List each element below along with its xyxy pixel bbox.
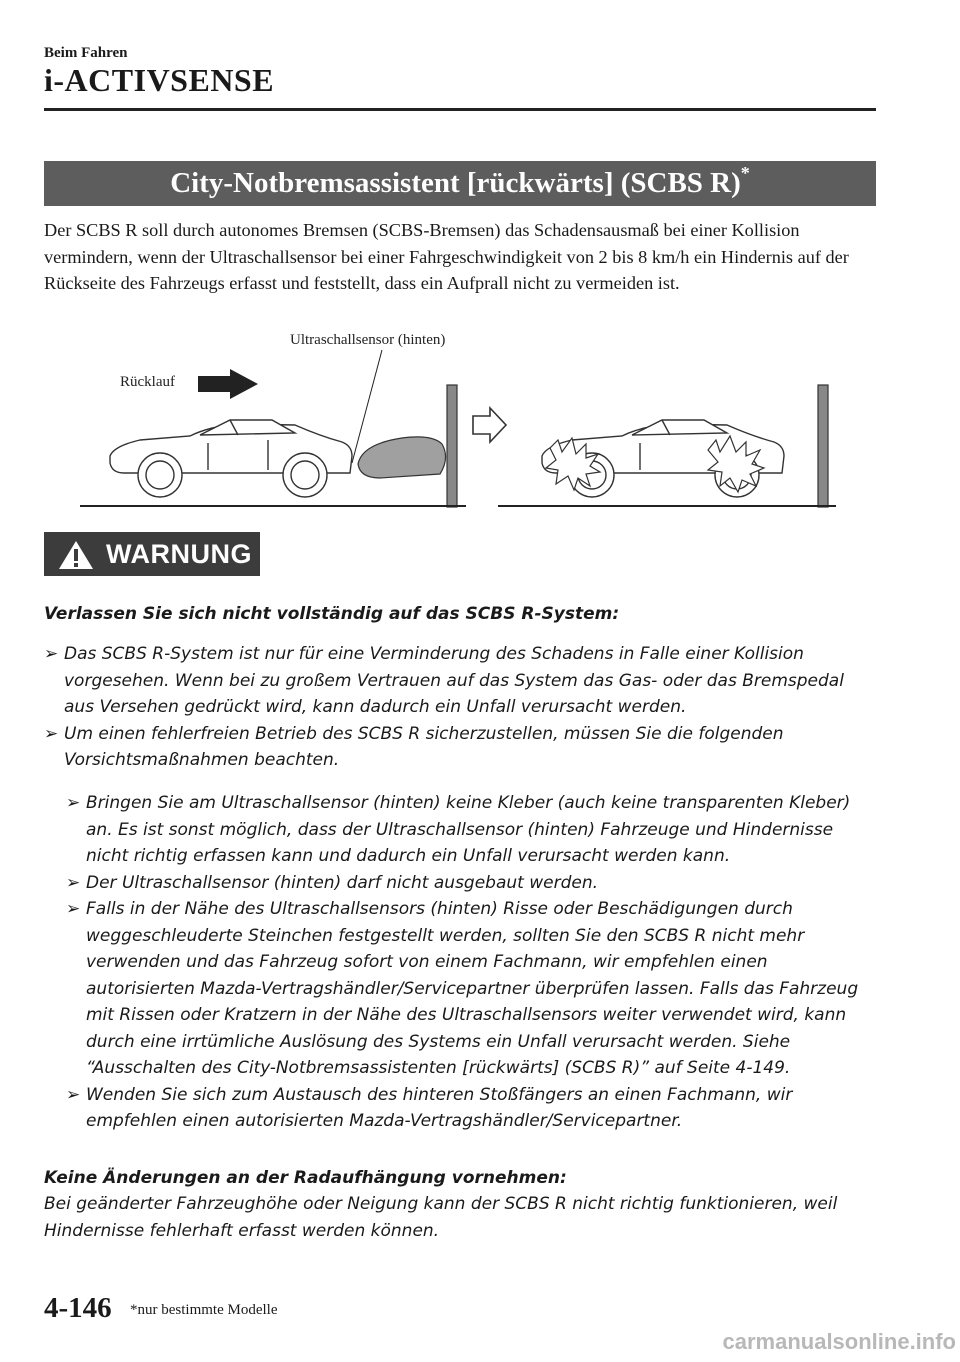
warning-subbullet-3: ➢ Falls in der Nähe des Ultraschallsensors (hinten) Risse oder Beschädigungen durch weggeschleuderte Steinchen festgestellt werden, sollten Sie den SCBS R nicht mehr verwenden und das Fahrzeug sofort von einem Fachmann, wir empfehlen einen autorisierten Mazda-Vertragshändler/Servicepartner überprüfen lassen. Falls das Fahrzeug mit Rissen oder Kratzern in der Nähe des Ultraschallsensors weiter verwendet wird, kann durch eine irrtümliche Auslösung des Systems ein Unfall verursacht werden. Siehe “Ausschalten des City-Notbremsassistenten [rückwärts] (SCBS R)” auf Seite 4-149.	[66, 896, 874, 1082]
scbs-illustration	[80, 328, 860, 518]
chapter-title: i-ACTIVSENSE	[44, 62, 275, 98]
arrow-bullet-icon: ➢	[66, 872, 81, 893]
warning-paragraph-2: Bei geänderter Fahrzeughöhe oder Neigung kann der SCBS R nicht richtig funktionieren, weil Hindernisse fehlerhaft erfasst werden können.	[44, 1194, 838, 1241]
warning-bullet-2: ➢ Um einen fehlerfreien Betrieb des SCBS R sicherzustellen, müssen Sie die folgenden Vorsichtsmaßnahmen beachten.	[44, 721, 874, 774]
transition-arrow-icon	[473, 408, 506, 442]
arrow-bullet-icon: ➢	[66, 899, 81, 919]
warning-subbullet-1: ➢ Bringen Sie am Ultraschallsensor (hinten) keine Kleber (auch keine transparenten Kleber) an. Es ist sonst möglich, dass der Ultraschallsensor (hinten) Fahrzeuge und Hindernisse nicht richtig erfassen kann und dadurch ein Unfall verursacht werden kann.	[66, 790, 874, 870]
section-label: Beim Fahren	[44, 45, 128, 61]
sensor-label: Ultraschallsensor (hinten)	[290, 332, 446, 348]
warning-heading-2: Keine Änderungen an der Radaufhängung vornehmen:	[44, 1168, 567, 1188]
warning-triangle-icon	[58, 540, 94, 570]
footnote: *nur bestimmte Modelle	[130, 1302, 278, 1318]
warning-label-box	[44, 532, 260, 576]
reverse-label: Rücklauf	[120, 374, 175, 390]
warning-subbullet-list	[66, 790, 886, 1135]
header-rule	[44, 108, 876, 111]
warning-heading-1: Verlassen Sie sich nicht vollständig auf das SCBS R-System:	[44, 604, 620, 624]
arrow-bullet-icon: ➢	[44, 644, 59, 664]
warning-subbullet-4: ➢ Wenden Sie sich zum Austausch des hinteren Stoßfängers an einen Fachmann, wir empfehlen einen autorisierten Mazda-Vertragshändler/Servicepartner.	[66, 1082, 874, 1135]
arrow-bullet-icon: ➢	[44, 723, 59, 744]
model-mark: *	[740, 163, 750, 184]
watermark: carmanualsonline.info	[722, 1329, 956, 1354]
obstacle-pole-right	[818, 385, 828, 507]
obstacle-pole-left	[447, 385, 457, 507]
page-number: 4-146	[44, 1292, 112, 1324]
arrow-bullet-icon: ➢	[66, 1084, 81, 1105]
warning-bullet-list	[44, 641, 894, 774]
arrow-bullet-icon: ➢	[66, 793, 81, 813]
warning-bullet-1: ➢ Das SCBS R-System ist nur für eine Verminderung des Schadens in Falle einer Kollision vorgesehen. Wenn bei zu großem Vertrauen auf das System das Gas- oder das Bremspedal aus Versehen gedrückt wird, kann dadurch ein Unfall verursacht werden.	[44, 641, 874, 721]
warning-subbullet-2: ➢ Der Ultraschallsensor (hinten) darf nicht ausgebaut werden.	[66, 870, 874, 897]
intro-paragraph: Der SCBS R soll durch autonomes Bremsen (SCBS-Bremsen) das Schadensausmaß bei einer Kollision vermindern, wenn der Ultraschallsensor bei einer Fahrgeschwindigkeit von 2 bis 8 km/h ein Hindernis auf der Rückseite des Fahrzeugs erfasst und feststellt, dass ein Aufprall nicht zu vermeiden ist.	[44, 220, 849, 293]
reverse-arrow-icon	[198, 369, 258, 399]
sensor-detection-zone	[358, 437, 446, 478]
page-title: City-Notbremsassistent [rückwärts] (SCBS R)	[170, 167, 741, 199]
page-title-bar	[44, 161, 876, 206]
car-before-icon	[110, 420, 352, 497]
warning-label: WARNUNG	[106, 539, 252, 569]
